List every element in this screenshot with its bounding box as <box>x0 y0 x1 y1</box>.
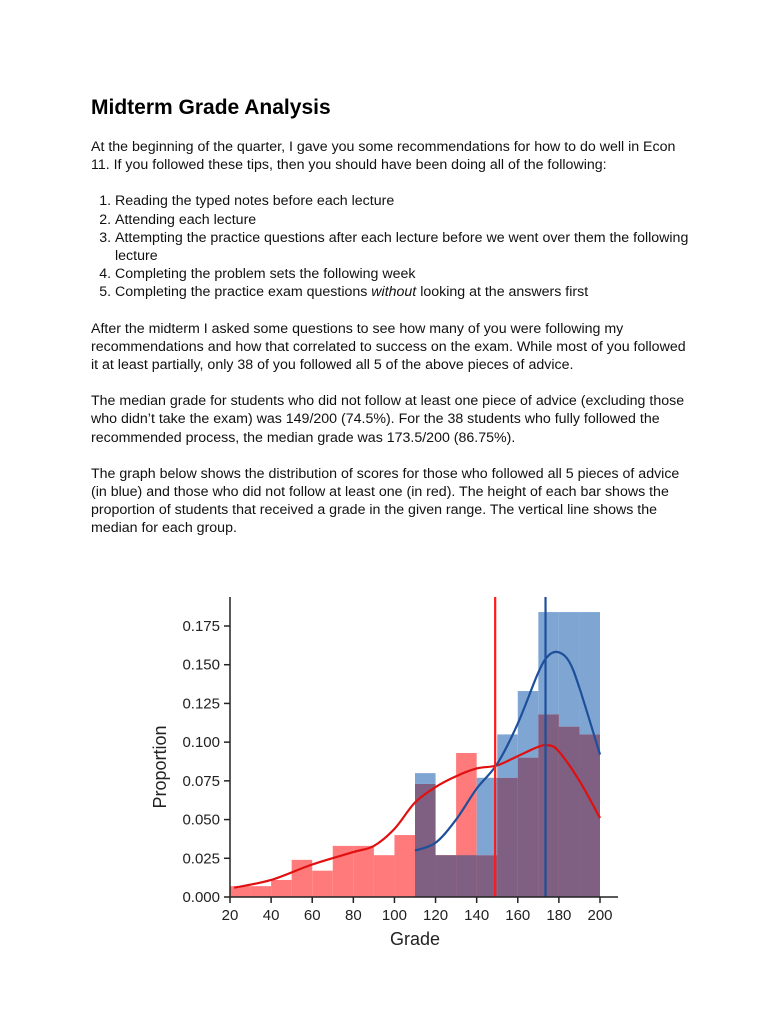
red-bar <box>251 886 272 897</box>
list-item-text: looking at the answers first <box>416 284 589 301</box>
page-title: Midterm Grade Analysis <box>91 96 331 119</box>
list-item: 3. Attempting the practice questions after each lecture before we went over them the following lecture <box>115 229 691 265</box>
red-bar <box>394 835 415 897</box>
survey-paragraph: After the midterm I asked some questions to see how many of you were following my recommendations and how that correlated to success on the exam. While most of you followed it at least partially, only 38 of you followed all 5 of the above pieces of advice. <box>91 320 686 374</box>
list-item-text: Completing the practice exam questions <box>115 284 372 301</box>
graph-description-paragraph: The graph below shows the distribution of scores for those who followed all 5 pieces of advice (in blue) and those who did not follow at least one (in red). The height of each bar shows the proportion of students that received a grade in the given range. The vertical line shows the median for each group. <box>91 465 680 537</box>
x-tick-label: 100 <box>381 907 407 924</box>
y-tick-label: 0.100 <box>182 734 220 752</box>
overlap-bar <box>436 855 457 897</box>
overlap-bar <box>456 855 477 897</box>
intro-paragraph: At the beginning of the quarter, I gave you some recommendations for how to do well in Econ 11. If you followed these tips, then you should have been doing all of the following: <box>91 139 676 174</box>
red-bar <box>353 846 374 897</box>
blue-bar <box>538 612 559 714</box>
emphasis-text: without <box>371 284 417 301</box>
y-tick-label: 0.150 <box>182 656 220 674</box>
blue-bar <box>497 734 518 777</box>
y-tick-label: 0.075 <box>182 772 220 790</box>
advice-list <box>91 192 691 301</box>
red-bar <box>230 886 251 897</box>
red-bar <box>374 855 395 897</box>
y-tick-label: 0.125 <box>182 695 220 713</box>
y-tick-label: 0.175 <box>182 618 220 635</box>
overlap-bar <box>518 758 539 897</box>
blue-bar <box>559 612 580 727</box>
blue-bar <box>579 612 600 734</box>
grade-distribution-chart <box>140 592 620 962</box>
list-item: 4. Completing the problem sets the following week <box>115 265 691 283</box>
blue-bar <box>415 773 436 784</box>
document <box>91 96 691 556</box>
x-tick-label: 80 <box>344 907 362 924</box>
list-item <box>115 283 691 301</box>
overlap-bar <box>559 727 580 897</box>
list-item: 2. Attending each lecture <box>115 211 691 229</box>
x-axis-label: Grade <box>389 929 441 949</box>
x-tick-label: 60 <box>303 907 321 924</box>
red-bar <box>271 880 292 897</box>
x-tick-label: 200 <box>587 907 613 924</box>
overlap-bar <box>497 778 518 897</box>
y-tick-label: 0.025 <box>182 850 220 868</box>
x-tick-label: 140 <box>464 907 490 924</box>
y-tick-label: 0.050 <box>182 811 220 829</box>
x-tick-label: 180 <box>546 907 572 924</box>
y-axis-label: Proportion <box>150 725 170 809</box>
list-item: 1. Reading the typed notes before each lecture <box>115 192 691 210</box>
x-tick-label: 160 <box>505 907 531 924</box>
y-tick-label: 0.000 <box>182 889 220 906</box>
chart-svg <box>140 592 620 962</box>
overlap-bar <box>538 714 559 897</box>
x-tick-label: 20 <box>221 907 239 924</box>
red-bar <box>312 871 333 897</box>
x-tick-label: 40 <box>262 907 280 924</box>
median-paragraph: The median grade for students who did not follow at least one piece of advice (excluding those who didn’t take the exam) was 149/200 (74.5%). For the 38 students who fully followed the recommended process, the median grade was 173.5/200 (86.75%). <box>91 393 685 446</box>
overlap-bar <box>579 734 600 897</box>
x-tick-label: 120 <box>423 907 449 924</box>
